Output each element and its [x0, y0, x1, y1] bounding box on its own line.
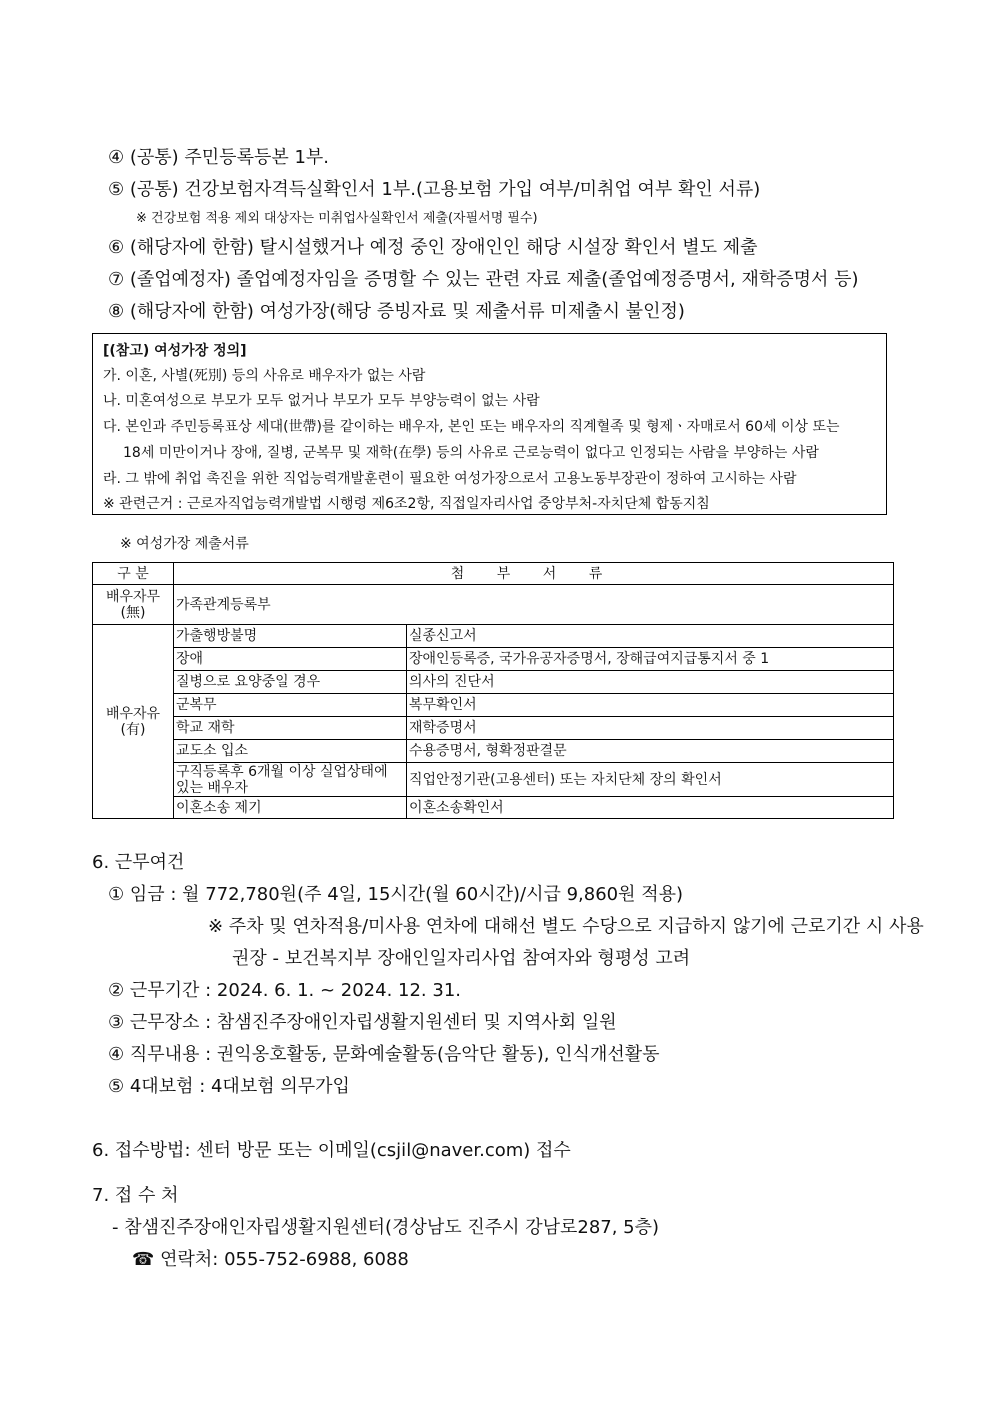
item-female-householder: ⑧ (해당자에 한함) 여성가장(해당 증빙자료 및 제출서류 미제출시 불인정) — [108, 301, 685, 322]
reason-cell: 장애 — [174, 648, 407, 671]
item-resident-register: ④ (공통) 주민등록등본 1부. — [108, 147, 330, 168]
doc-cell: 수용증명서, 형확정판결문 — [407, 740, 894, 763]
reference-line: 다. 본인과 주민등록표상 세대(世帶)를 같이하는 배우자, 본인 또는 배우자의 직계혈족 및 형제ㆍ자매로서 60세 이상 또는 — [103, 419, 840, 435]
reception-organization: - 참샘진주장애인자립생활지원센터(경상남도 진주시 강남로287, 5층) — [112, 1217, 660, 1238]
table-row — [93, 740, 894, 763]
item-health-insurance-note: ※ 건강보험 적용 제외 대상자는 미취업사실확인서 제출(자필서명 필수) — [136, 211, 538, 226]
table-header-row — [93, 563, 894, 585]
table-row — [93, 797, 894, 819]
item-health-insurance: ⑤ (공통) 건강보험자격득실확인서 1부.(고용보험 가입 여부/미취업 여부 확인 서류) — [108, 179, 761, 200]
table-row — [93, 648, 894, 671]
reason-cell: 군복무 — [174, 694, 407, 717]
work-period: ② 근무기간 : 2024. 6. 1. ~ 2024. 12. 31. — [108, 980, 461, 1001]
work-insurance: ⑤ 4대보험 : 4대보험 의무가입 — [108, 1076, 350, 1097]
table-row — [93, 585, 894, 625]
reference-basis: ※ 관련근거 : 근로자직업능력개발법 시행령 제6조2항, 직접일자리사업 중앙부처-자치단체 합동지침 — [103, 496, 710, 512]
reception-phone: ☎ 연락처: 055-752-6988, 6088 — [132, 1249, 409, 1270]
work-pay-note-cont: 권장 - 보건복지부 장애인일자리사업 참여자와 형평성 고려 — [232, 948, 691, 969]
application-method: 6. 접수방법: 센터 방문 또는 이메일(csjil@naver.com) 접수 — [92, 1140, 571, 1161]
item-graduation-proof: ⑦ (졸업예정자) 졸업예정자임을 증명할 수 있는 관련 자료 제출(졸업예정증명서, 재학증명서 등) — [108, 269, 859, 290]
with-spouse-label: 배우자유(有) — [93, 625, 174, 819]
table-row — [93, 671, 894, 694]
item-facility-confirmation: ⑥ (해당자에 한함) 탈시설했거나 예정 중인 장애인인 해당 시설장 확인서 별도 제출 — [108, 237, 758, 258]
table-row — [93, 694, 894, 717]
section-reception-title: 7. 접 수 처 — [92, 1185, 179, 1206]
docs-note: ※ 여성가장 제출서류 — [120, 536, 249, 552]
doc-cell: 실종신고서 — [407, 625, 894, 648]
reference-line: 나. 미혼여성으로 부모가 모두 없거나 부모가 모두 부양능력이 없는 사람 — [103, 393, 540, 409]
doc-cell: 장애인등록증, 국가유공자증명서, 장해급여지급통지서 중 1 — [407, 648, 894, 671]
work-pay: ① 임금 : 월 772,780원(주 4일, 15시간(월 60시간)/시급 9,860원 적용) — [108, 884, 684, 905]
doc-cell: 이혼소송확인서 — [407, 797, 894, 819]
reason-cell: 학교 재학 — [174, 717, 407, 740]
doc-cell: 재학증명서 — [407, 717, 894, 740]
documents-table — [92, 562, 894, 819]
reason-cell: 이혼소송 제기 — [174, 797, 407, 819]
reference-box — [92, 333, 887, 515]
doc-cell: 의사의 진단서 — [407, 671, 894, 694]
reference-line: 라. 그 밖에 취업 촉진을 위한 직업능력개발훈련이 필요한 여성가장으로서 고용노동부장관이 정하여 고시하는 사람 — [103, 471, 797, 487]
doc-cell: 복무확인서 — [407, 694, 894, 717]
work-duty: ④ 직무내용 : 권익옹호활동, 문화예술활동(음악단 활동), 인식개선활동 — [108, 1044, 660, 1065]
no-spouse-label: 배우자무(無) — [93, 585, 174, 625]
header-documents: 첨 부 서 류 — [174, 563, 894, 585]
work-place: ③ 근무장소 : 참샘진주장애인자립생활지원센터 및 지역사회 일원 — [108, 1012, 617, 1033]
table-row — [93, 717, 894, 740]
doc-cell: 직업안정기관(고용센터) 또는 자치단체 장의 확인서 — [407, 763, 894, 797]
header-category: 구 분 — [93, 563, 174, 585]
table-row — [93, 763, 894, 797]
reference-line: 가. 이혼, 사별(死別) 등의 사유로 배우자가 없는 사람 — [103, 368, 426, 384]
work-pay-note: ※ 주차 및 연차적용/미사용 연차에 대해선 별도 수당으로 지급하지 않기에 근로기간 시 사용 — [208, 916, 924, 937]
reference-title: [(참고) 여성가장 정의] — [103, 343, 247, 359]
table-row — [93, 625, 894, 648]
no-spouse-doc: 가족관계등록부 — [174, 585, 894, 625]
reason-cell: 질병으로 요양중일 경우 — [174, 671, 407, 694]
reason-cell: 가출행방불명 — [174, 625, 407, 648]
reason-cell: 구직등록후 6개월 이상 실업상태에 있는 배우자 — [174, 763, 407, 797]
reference-line: 18세 미만이거나 장애, 질병, 군복무 및 재학(在學) 등의 사유로 근로능력이 없다고 인정되는 사람을 부양하는 사람 — [123, 445, 819, 461]
reason-cell: 교도소 입소 — [174, 740, 407, 763]
section-work-conditions-title: 6. 근무여건 — [92, 852, 185, 873]
